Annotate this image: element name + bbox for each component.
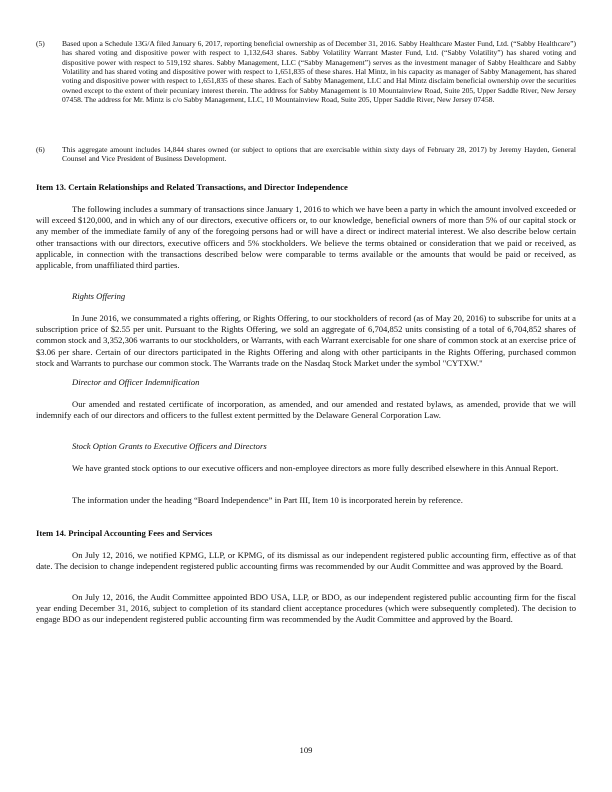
indemnification-subheading: Director and Officer Indemnification	[72, 377, 200, 387]
rights-offering-subheading: Rights Offering	[72, 291, 126, 301]
footnote-text: Based upon a Schedule 13G/A filed January 6, 2017, reporting beneficial ownership as of December 31, 2016. Sabby Healthcare Master Fund, Ltd. (“Sabby Healthcare”) has shared voting and dispositive power with respect to 1,132,643 shares. Sabby Volatility Warrant Master Fund, Ltd. (“Sabby Volatility”) has shared voting and dispositive power with respect to 519,192 shares. Sabby Management, LLC (“Sabby Management”) serves as the investment manager of Sabby Healthcare and Sabby Volatility and has shared voting and dispositive power with respect to 1,651,835 of these shares. Hal Mintz, in his capacity as manager of Sabby Management, has shared voting and dispositive power with respect to 1,651,835 of these shares. Each of Sabby Management, LLC and Hal Mintz disclaim beneficial ownership over the securities owned except to the extent of their pecuniary interest therein. The address for Sabby Management is 10 Mountainview Road, Suite 205, Upper Saddle River, New Jersey 07458. The address for Mr. Mintz is c/o Sabby Management, LLC, 10 Mountainview Road, Suite 205, Upper Saddle River, New Jersey 07458.	[62, 39, 576, 105]
board-independence-paragraph: The information under the heading “Board Independence” in Part III, Item 10 is incorporated herein by reference.	[72, 495, 463, 505]
item-13-heading: Item 13. Certain Relationships and Related Transactions, and Director Independence	[36, 182, 348, 192]
item-14-heading: Item 14. Principal Accounting Fees and Services	[36, 528, 213, 538]
page-number: 109	[299, 745, 313, 755]
rights-offering-paragraph: In June 2016, we consummated a rights offering, or Rights Offering, to our stockholders of record (as of May 20, 2016) to subscribe for units at a subscription price of $2.55 per unit. Pursuant to the Rights Offering, we sold an aggregate of 6,704,852 units consisting of a total of 6,704,852 shares of common stock and 3,352,306 warrants to our stockholders, or Warrants, with each Warrant exercisable for one share of common stock at an exercise price of $3.06 per share. Certain of our directors participated in the Rights Offering and along with other participants in the Rights Offering, purchased common stock and Warrants to purchase our common stock. The Warrants trade on the Nasdaq Stock Market under the symbol "CYTXW."	[36, 313, 576, 368]
indemnification-paragraph: Our amended and restated certificate of incorporation, as amended, and our amended and restated bylaws, as amended, provide that we will indemnify each of our directors and officers to the fullest extent permitted by the Delaware General Corporation Law.	[36, 399, 576, 421]
bdo-appointment-paragraph: On July 12, 2016, the Audit Committee appointed BDO USA, LLP, or BDO, as our independent registered public accounting firm for the fiscal year ending December 31, 2016, subject to completion of its standard client acceptance procedures (which were subsequently completed). The decision to engage BDO as our independent registered public accounting firm was recommended by the Audit Committee and approved by the Board.	[36, 592, 576, 625]
footnote-text: This aggregate amount includes 14,844 shares owned (or subject to options that are exercisable within sixty days of February 28, 2017) by Jeremy Hayden, General Counsel and Vice President of Business Development.	[62, 145, 576, 164]
footnote-number: (5)	[36, 39, 45, 48]
stock-option-grants-paragraph: We have granted stock options to our executive officers and non-employee directors as more fully described elsewhere in this Annual Report.	[72, 463, 559, 473]
kpmg-dismissal-paragraph: On July 12, 2016, we notified KPMG, LLP, or KPMG, of its dismissal as our independent registered public accounting firm, effective as of that date. The decision to change independent registered public accounting firms was recommended by our Audit Committee and was approved by the Board.	[36, 550, 576, 572]
footnote-5	[36, 39, 576, 104]
footnote-6	[36, 145, 576, 164]
footnote-number: (6)	[36, 145, 45, 154]
stock-option-grants-subheading: Stock Option Grants to Executive Officers and Directors	[72, 441, 267, 451]
item-13-intro-paragraph: The following includes a summary of transactions since January 1, 2016 to which we have been a party in which the amount involved exceeded or will exceed $120,000, and in which any of our directors, executive officers or, to our knowledge, beneficial owners of more than 5% of our capital stock or any member of the immediate family of any of the foregoing persons had or will have a direct or indirect material interest. We also describe below certain other transactions with our directors, executive officers and 5% stockholders. We believe the terms obtained or consideration that we paid or received, as applicable, in connection with the transactions described below were comparable to terms available or the amounts that would be paid or received, as applicable, from unaffiliated third parties.	[36, 204, 576, 271]
